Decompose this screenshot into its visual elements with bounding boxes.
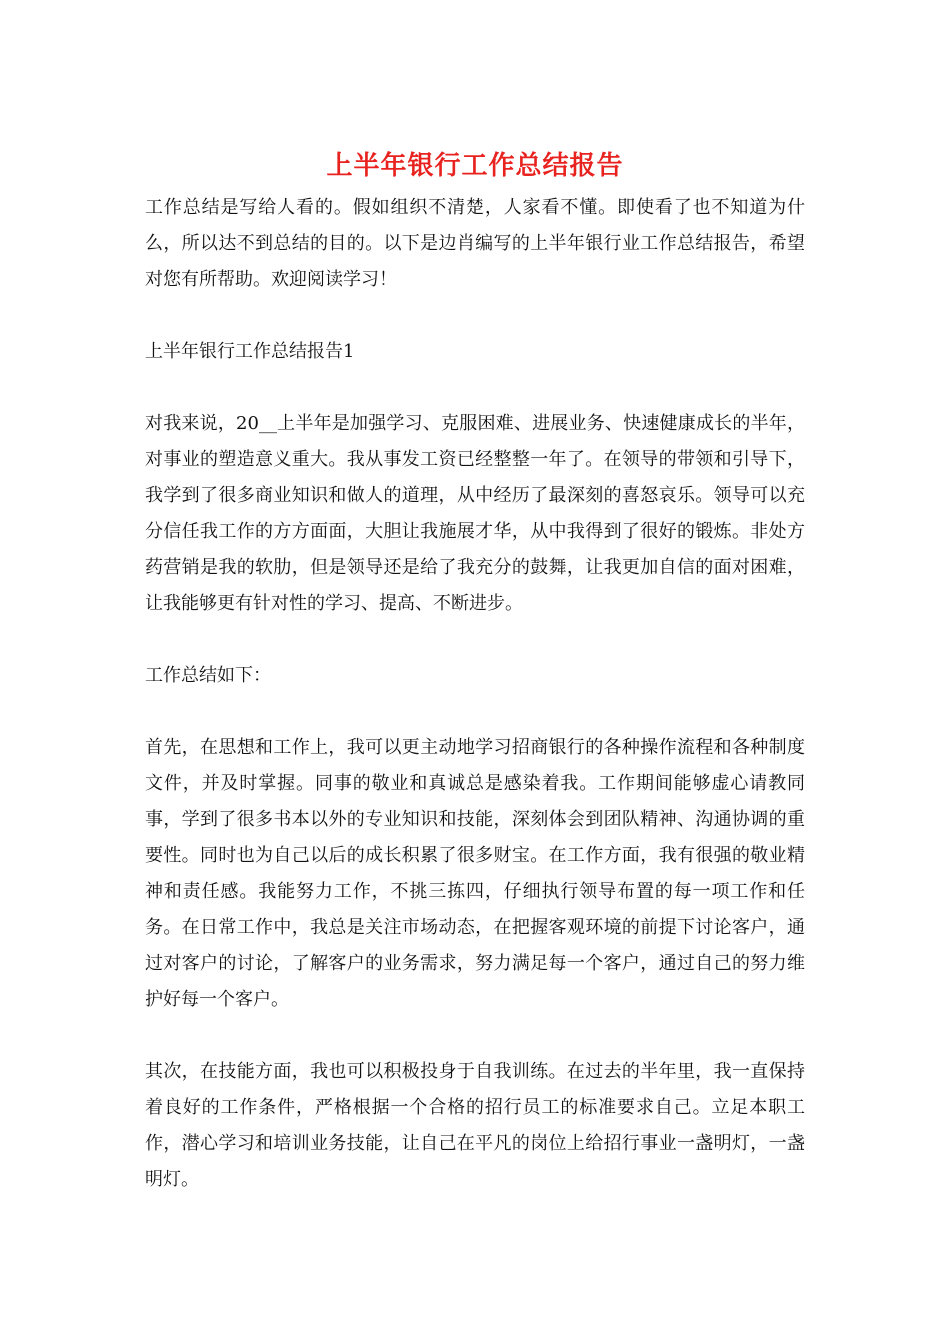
document-title: 上半年银行工作总结报告 [326,151,624,181]
intro-paragraph: 工作总结是写给人看的。假如组织不清楚，人家看不懂。即使看了也不知道为什么，所以达不到总结的目的。以下是边肖编写的上半年银行业工作总结报告，希望对您有所帮助。欢迎阅读学习！ [145,197,805,290]
body-paragraph: 首先，在思想和工作上，我可以更主动地学习招商银行的各种操作流程和各种制度文件，并及时掌握。同事的敬业和真诚总是感染着我。工作期间能够虚心请教同事，学到了很多书本以外的专业知识和技能，深刻体会到团队精神、沟通协调的重要性。同时也为自己以后的成长积累了很多财宝。在工作方面，我有很强的敬业精神和责任感。我能努力工作，不挑三拣四，仔细执行领导布置的每一项工作和任务。在日常工作中，我总是关注市场动态，在把握客观环境的前提下讨论客户，通过对客户的讨论，了解客户的业务需求，努力满足每一个客户，通过自己的努力维护好每一个客户。 [145,737,805,1010]
body-paragraph: 对我来说，20__上半年是加强学习、克服困难、进展业务、快速健康成长的半年，对事业的塑造意义重大。我从事发工资已经整整一年了。在领导的带领和引导下，我学到了很多商业知识和做人的道理，从中经历了最深刻的喜怒哀乐。领导可以充分信任我工作的方方面面，大胆让我施展才华，从中我得到了很好的锻炼。非处方药营销是我的软肋，但是领导还是给了我充分的鼓舞，让我更加自信的面对困难，让我能够更有针对性的学习、提高、不断进步。 [145,413,805,614]
section-heading: 上半年银行工作总结报告1 [145,341,355,362]
summary-heading: 工作总结如下： [145,665,271,686]
body-paragraph: 其次，在技能方面，我也可以积极投身于自我训练。在过去的半年里，我一直保持着良好的工作条件，严格根据一个合格的招行员工的标准要求自己。立足本职工作，潜心学习和培训业务技能，让自己在平凡的岗位上给招行事业一盏明灯，一盏明灯。 [145,1061,805,1190]
document-body [145,190,805,1234]
